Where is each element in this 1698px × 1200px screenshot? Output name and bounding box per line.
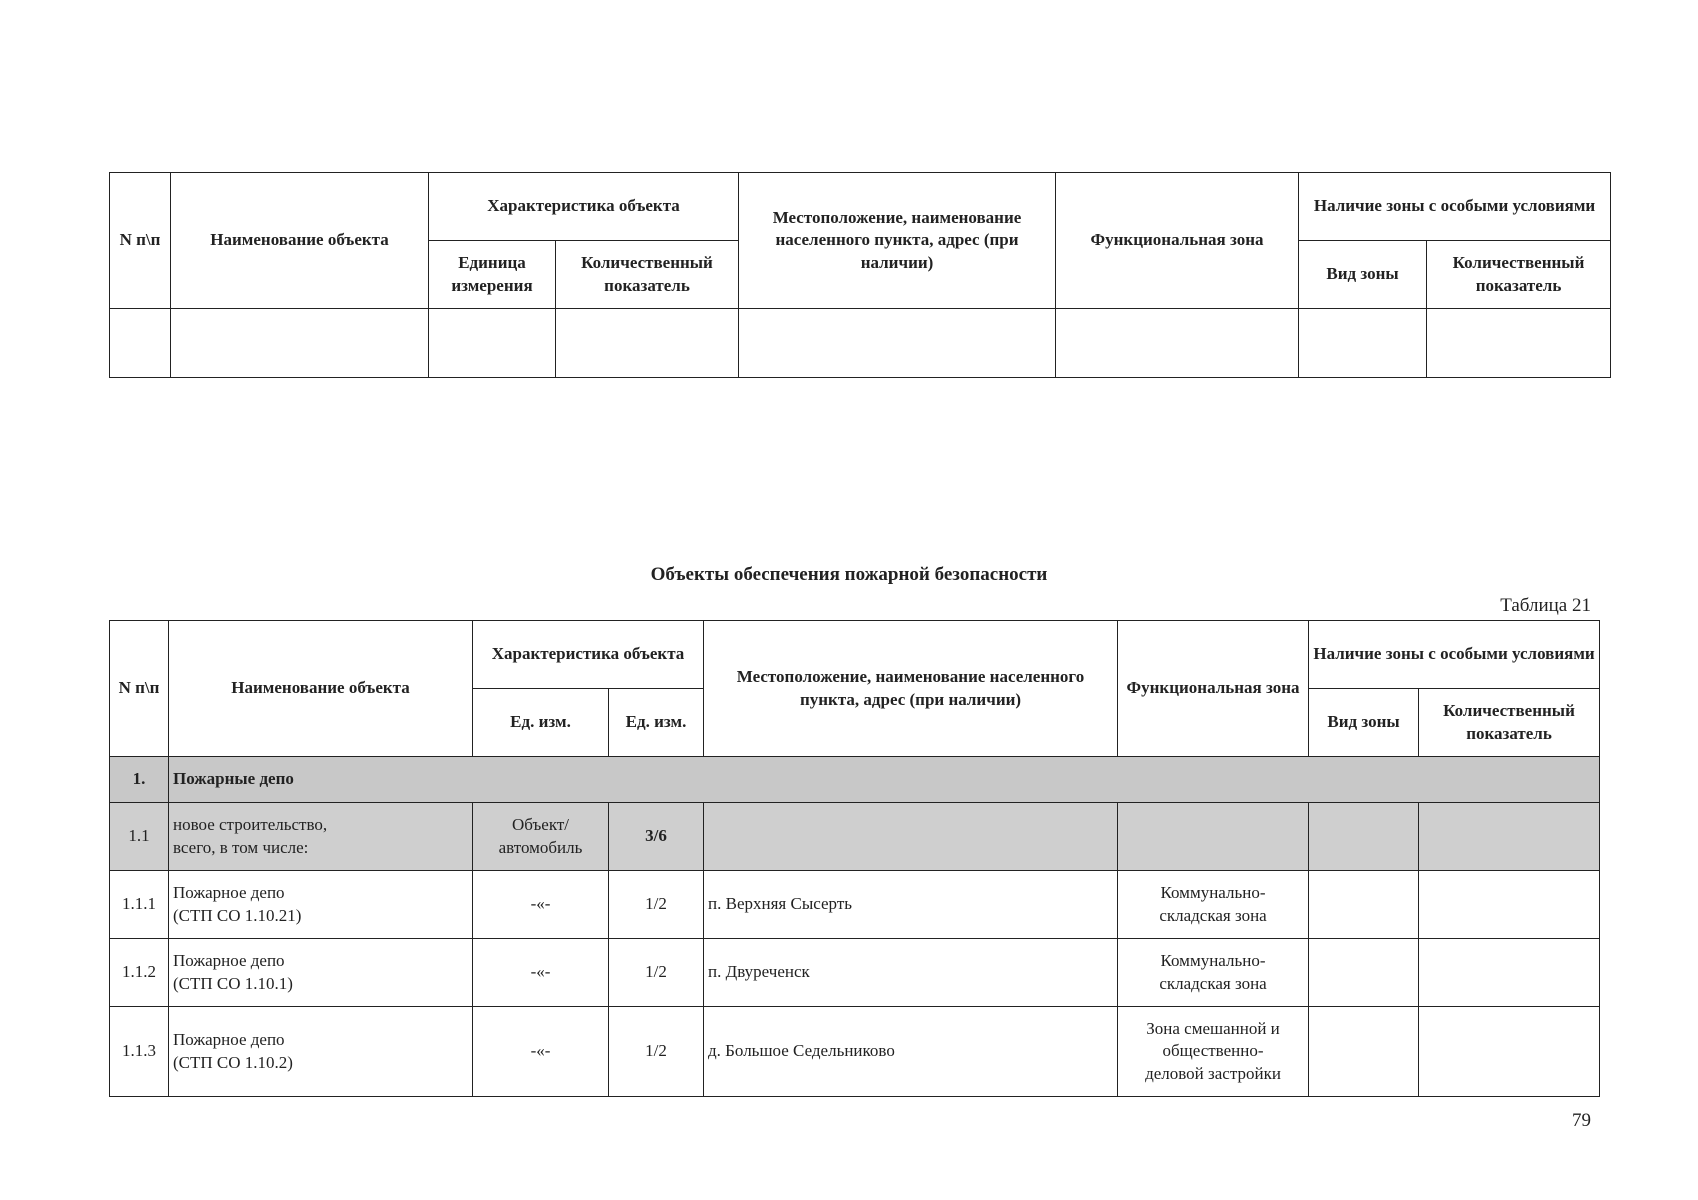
- row-name: Пожарное депо (СТП СО 1.10.1): [169, 939, 473, 1007]
- row-quantity: 1/2: [609, 939, 704, 1007]
- row-quantity: 1/2: [609, 871, 704, 939]
- subtotal-num: 1.1: [110, 803, 169, 871]
- header-characteristic: Характеристика объекта: [429, 173, 739, 241]
- header-zone-type: Вид зоны: [1299, 241, 1427, 309]
- header-unit-1: Ед. изм.: [473, 689, 609, 757]
- section-row: [110, 757, 1600, 803]
- row-quantity: 1/2: [609, 1007, 704, 1097]
- header-name: Наименование объекта: [171, 173, 429, 309]
- header-unit-2: Ед. изм.: [609, 689, 704, 757]
- subtotal-name: новое строительство, всего, в том числе:: [169, 803, 473, 871]
- header-functional-zone: Функциональная зона: [1056, 173, 1299, 309]
- header-num: N п\п: [110, 173, 171, 309]
- header-zone-type: Вид зоны: [1309, 689, 1419, 757]
- row-num: 1.1.2: [110, 939, 169, 1007]
- table-row: [110, 1007, 1600, 1097]
- row-unit: -«-: [473, 871, 609, 939]
- table-row: [110, 939, 1600, 1007]
- header-zone-quantity: Количественный показатель: [1427, 241, 1611, 309]
- row-location: д. Большое Седельниково: [704, 1007, 1118, 1097]
- header-location: Местоположение, наименование населенного пункта, адрес (при наличии): [704, 621, 1118, 757]
- header-num: N п\п: [110, 621, 169, 757]
- header-unit: Единица измерения: [429, 241, 556, 309]
- subtotal-quantity: 3/6: [609, 803, 704, 871]
- page-number: 79: [1572, 1110, 1591, 1131]
- header-quantity: Количественный показатель: [556, 241, 739, 309]
- section-name: Пожарные депо: [169, 757, 1600, 803]
- table-number: Таблица 21: [1500, 595, 1591, 616]
- header-name: Наименование объекта: [169, 621, 473, 757]
- header-special-zone: Наличие зоны с особыми условиями: [1309, 621, 1600, 689]
- row-functional-zone: Зона смешанной и общественно- деловой застройки: [1118, 1007, 1309, 1097]
- row-name: Пожарное депо (СТП СО 1.10.2): [169, 1007, 473, 1097]
- header-location: Местоположение, наименование населенного пункта, адрес (при наличии): [739, 173, 1056, 309]
- header-characteristic: Характеристика объекта: [473, 621, 704, 689]
- row-num: 1.1.3: [110, 1007, 169, 1097]
- header-special-zone: Наличие зоны с особыми условиями: [1299, 173, 1611, 241]
- header-functional-zone: Функциональная зона: [1118, 621, 1309, 757]
- table-2: [109, 620, 1600, 1097]
- row-name: Пожарное депо (СТП СО 1.10.21): [169, 871, 473, 939]
- row-unit: -«-: [473, 939, 609, 1007]
- section-num: 1.: [110, 757, 169, 803]
- table-title: Объекты обеспечения пожарной безопасности: [650, 564, 1048, 585]
- table-row: [110, 309, 1611, 378]
- subtotal-row: [110, 803, 1600, 871]
- table-1: [109, 172, 1611, 378]
- header-zone-quantity: Количественный показатель: [1419, 689, 1600, 757]
- row-location: п. Двуреченск: [704, 939, 1118, 1007]
- row-unit: -«-: [473, 1007, 609, 1097]
- row-functional-zone: Коммунально- складская зона: [1118, 939, 1309, 1007]
- row-functional-zone: Коммунально- складская зона: [1118, 871, 1309, 939]
- table-row: [110, 871, 1600, 939]
- subtotal-unit: Объект/ автомобиль: [473, 803, 609, 871]
- row-location: п. Верхняя Сысерть: [704, 871, 1118, 939]
- row-num: 1.1.1: [110, 871, 169, 939]
